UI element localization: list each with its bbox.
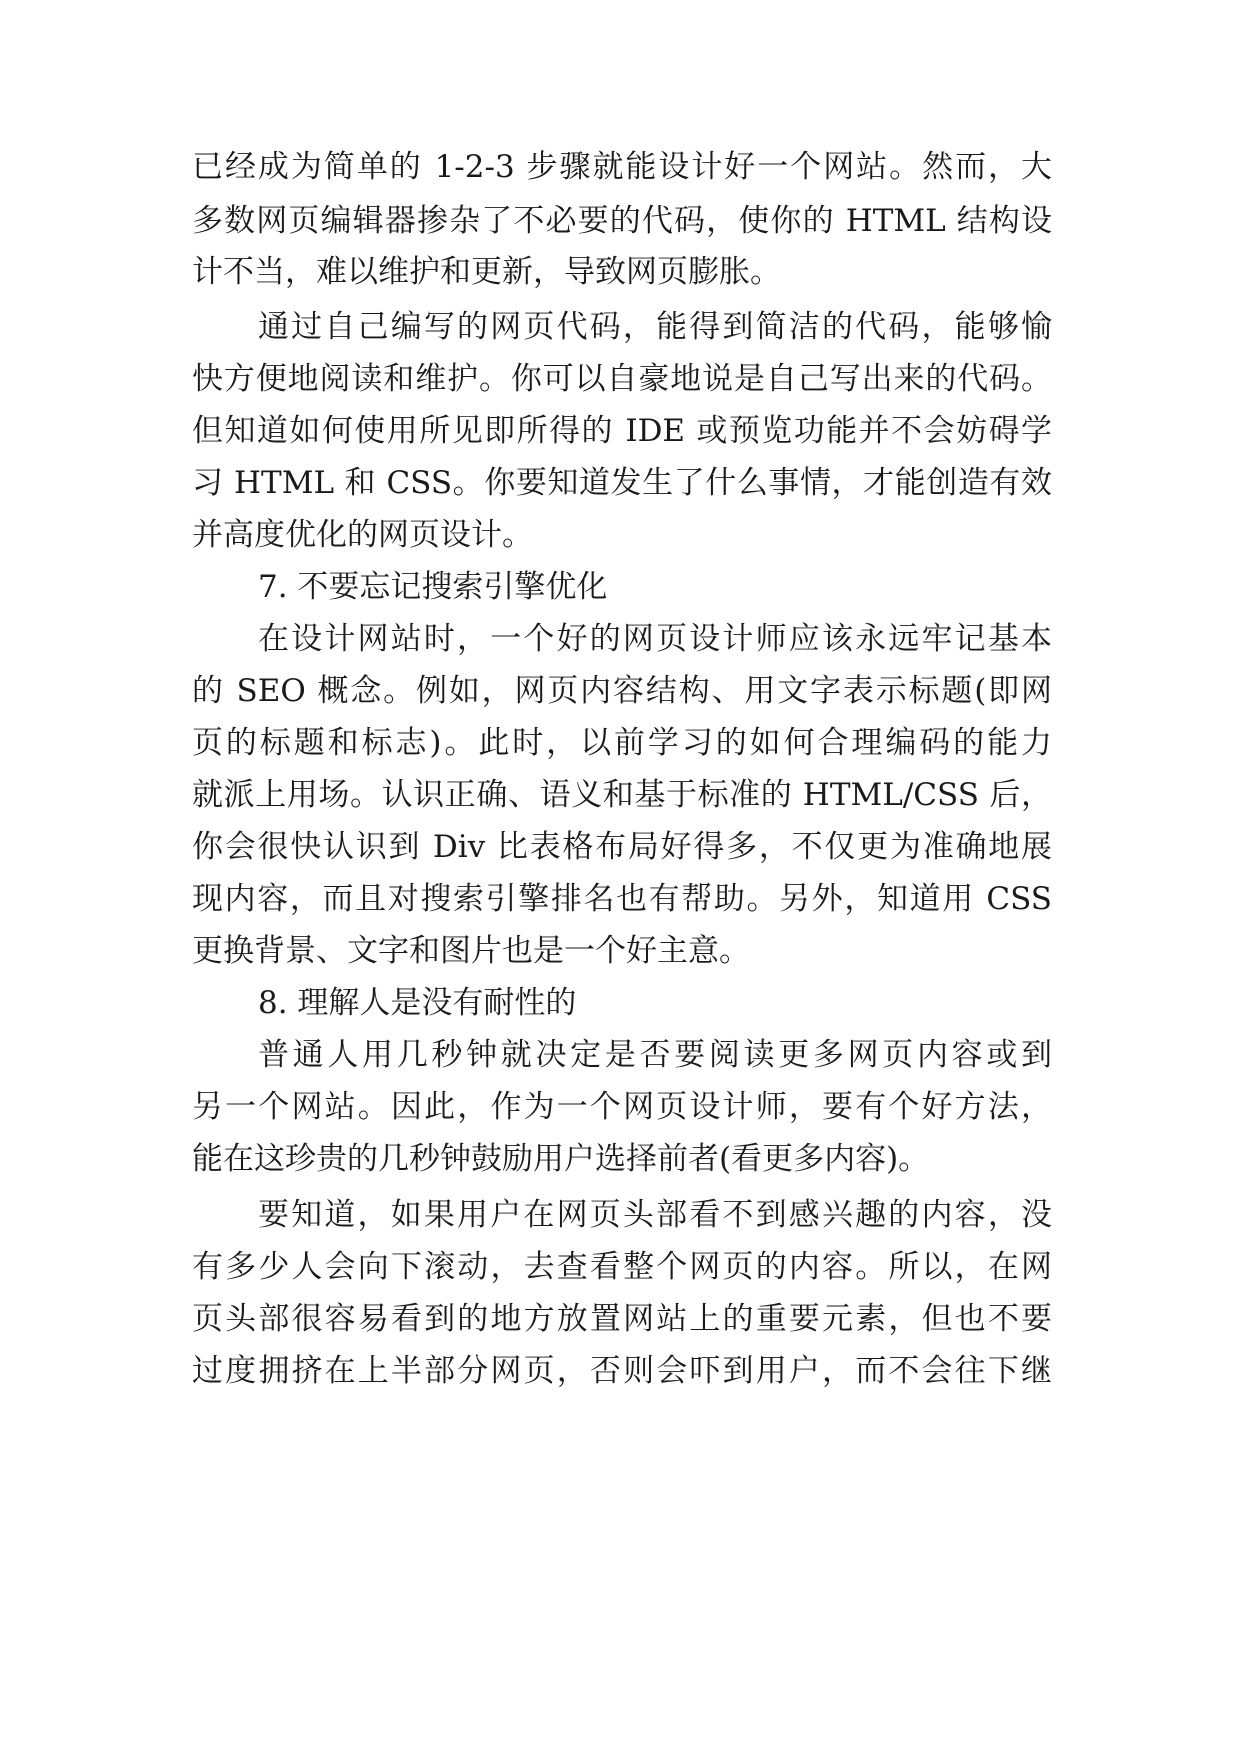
paragraph-first-line: 普通人用几秒钟就决定是否要阅读更多网页内容或到 xyxy=(258,1037,1052,1073)
body-text-line: 已经成为简单的 1-2-3 步骤就能设计好一个网站。然而，大 xyxy=(192,149,1052,185)
body-text-line: 你会很快认识到 Div 比表格布局好得多，不仅更为准确地展 xyxy=(192,829,1052,865)
body-text-line: 习 HTML 和 CSS。你要知道发生了什么事情，才能创造有效 xyxy=(192,465,1052,501)
section-heading: 8. 理解人是没有耐性的 xyxy=(258,985,577,1021)
body-text-line: 更换背景、文字和图片也是一个好主意。 xyxy=(192,933,750,969)
body-text-line: 现内容，而且对搜索引擎排名也有帮助。另外，知道用 CSS xyxy=(192,881,1052,917)
body-text-line: 多数网页编辑器掺杂了不必要的代码，使你的 HTML 结构设 xyxy=(192,203,1052,239)
paragraph-first-line: 在设计网站时，一个好的网页设计师应该永远牢记基本 xyxy=(258,621,1052,657)
body-text-line: 能在这珍贵的几秒钟鼓励用户选择前者(看更多内容)。 xyxy=(192,1141,930,1177)
body-text-line: 计不当，难以维护和更新，导致网页膨胀。 xyxy=(192,254,781,290)
body-text-line: 但知道如何使用所见即所得的 IDE 或预览功能并不会妨碍学 xyxy=(192,413,1052,449)
body-text-line: 就派上用场。认识正确、语义和基于标准的 HTML/CSS 后， xyxy=(192,777,1052,813)
body-text-line: 并高度优化的网页设计。 xyxy=(192,517,533,553)
section-heading: 7. 不要忘记搜索引擎优化 xyxy=(258,569,608,605)
body-text-line: 另一个网站。因此，作为一个网页设计师，要有个好方法， xyxy=(192,1089,1052,1125)
body-text-line: 过度拥挤在上半部分网页，否则会吓到用户，而不会往下继 xyxy=(192,1353,1052,1389)
body-text-line: 有多少人会向下滚动，去查看整个网页的内容。所以，在网 xyxy=(192,1249,1052,1285)
body-text-line: 快方便地阅读和维护。你可以自豪地说是自己写出来的代码。 xyxy=(192,361,1052,397)
body-text-line: 的 SEO 概念。例如，网页内容结构、用文字表示标题(即网 xyxy=(192,673,1052,709)
paragraph-first-line: 通过自己编写的网页代码，能得到简洁的代码，能够愉 xyxy=(258,309,1052,345)
paragraph-first-line: 要知道，如果用户在网页头部看不到感兴趣的内容，没 xyxy=(258,1197,1052,1233)
body-text-line: 页头部很容易看到的地方放置网站上的重要元素，但也不要 xyxy=(192,1301,1052,1337)
body-text-line: 页的标题和标志)。此时，以前学习的如何合理编码的能力 xyxy=(192,725,1052,761)
